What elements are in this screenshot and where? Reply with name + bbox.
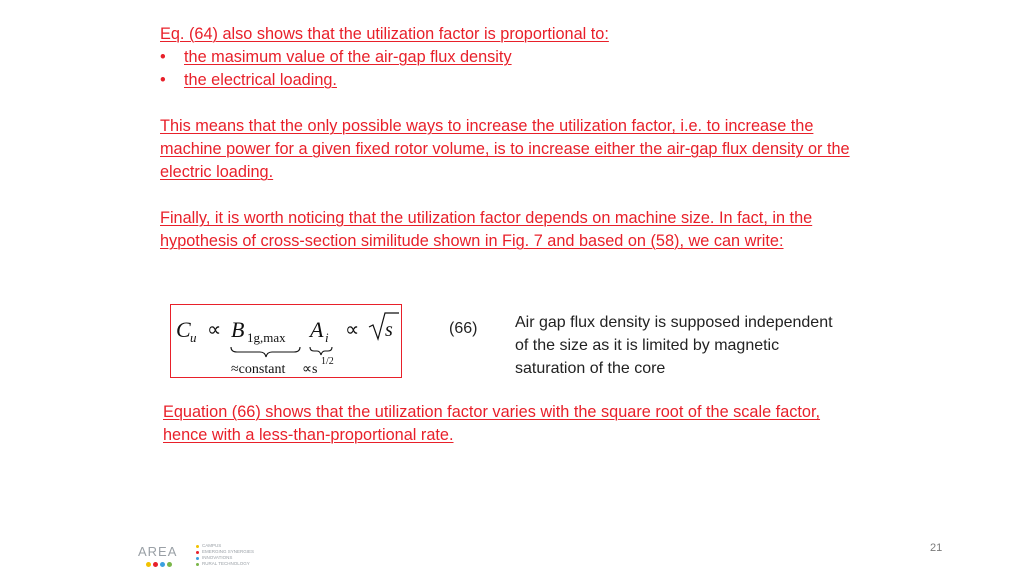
equation-note: Air gap flux density is supposed independent of the size as it is limited by magnetic saturation of the core — [515, 314, 833, 377]
eq-c: C — [176, 317, 191, 342]
paragraph-3: Equation (66) shows that the utilization factor varies with the square root of the scale factor, hence with a less-than-proportional rate. — [163, 403, 821, 444]
paragraph-2: Finally, it is worth noticing that the utilization factor depends on machine size. In fact, in the hypothesis of cross-section similitude shown in Fig. 7 and based on (58), we can write: — [160, 209, 813, 250]
bullet-text: the masimum value of the air-gap flux density — [184, 48, 512, 66]
bullet-item — [160, 69, 860, 92]
eq-b-sub: 1g,max — [247, 330, 286, 345]
eq-a: A — [310, 317, 324, 342]
brace-label-constant: ≈constant — [231, 362, 286, 377]
brace-label-s: ∝s — [302, 362, 318, 377]
logo-dot-red — [153, 562, 158, 567]
intro-block — [160, 23, 860, 92]
logo-dot-yellow — [146, 562, 151, 567]
paragraph-1: This means that the only possible ways to increase the utilization factor, i.e. to increase the machine power for a given fixed rotor volume, is to increase either the air-gap flux density or the electric loading. — [160, 117, 850, 181]
bullet-item — [160, 46, 860, 69]
underbrace-1 — [231, 347, 300, 357]
eq-a-sub: i — [325, 330, 329, 345]
eq-s: s — [385, 319, 393, 341]
bullet-text: the electrical loading. — [184, 71, 337, 89]
sqrt-sign — [369, 313, 399, 339]
eq-prop-1: ∝ — [207, 319, 222, 341]
logo-wordmark: AREA — [138, 544, 178, 559]
equation-box — [170, 304, 402, 378]
intro-lead: Eq. (64) also shows that the utilization factor is proportional to: — [160, 25, 609, 43]
logo-taglines: CAMPUS EMERGING SYNERGIES INNOVATIONS RURAL TECHNOLOGY — [196, 543, 254, 567]
logo-dot-blue — [160, 562, 165, 567]
eq-b: B — [231, 317, 245, 342]
area-logo — [136, 540, 266, 570]
equation-svg — [171, 305, 401, 377]
eq-prop-2: ∝ — [345, 319, 360, 341]
bullet-symbol: • — [160, 48, 166, 66]
brace-label-exp: 1/2 — [321, 356, 334, 367]
page-number: 21 — [930, 542, 943, 554]
equation-number: (66) — [449, 320, 478, 337]
underbrace-2 — [310, 347, 332, 355]
bullet-symbol: • — [160, 71, 166, 89]
eq-c-sub: u — [190, 330, 197, 345]
logo-dots — [146, 562, 172, 567]
logo-dot-green — [167, 562, 172, 567]
